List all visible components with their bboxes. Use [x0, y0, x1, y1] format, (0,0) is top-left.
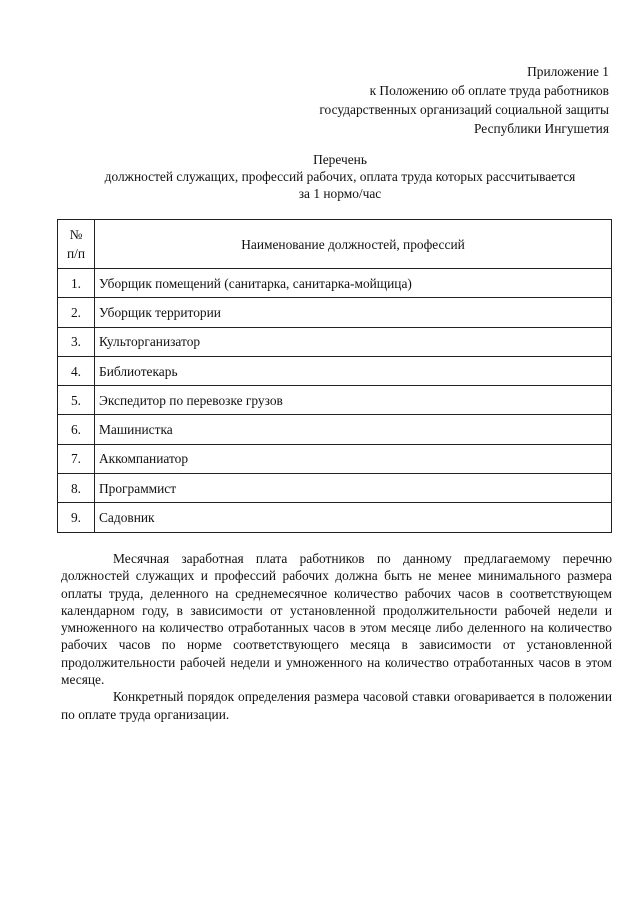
row-number: 4. — [58, 356, 95, 385]
title-line-1: Перечень — [313, 152, 367, 167]
paragraph-salary-calculation: Месячная заработная плата работников по данному предлагаемому перечню должностей служащих и профессий рабочих должна быть не менее минимального размера оплаты труда, деленного на среднемесячное количество рабочих часов в соответствующем календарном году, в зависимости от установленной продолжительности рабочей недели и умноженного на количество отработанных часов в этом месяце либо деленного на количество рабочих часов по норме соответствующего месяца в зависимости от установленной продолжительности рабочей недели и умноженного на количество отработанных часов в этом месяце. — [61, 551, 612, 688]
row-profession: Библиотекарь — [95, 356, 612, 385]
document-title — [40, 151, 640, 202]
appendix-line-4: Республики Ингушетия — [474, 121, 609, 136]
explanatory-text — [61, 550, 612, 723]
row-number: 7. — [58, 444, 95, 473]
title-line-3: за 1 нормо/час — [298, 186, 382, 201]
row-profession: Машинистка — [95, 415, 612, 444]
table-row — [58, 327, 612, 356]
table-row — [58, 474, 612, 503]
table-row — [58, 415, 612, 444]
table-row — [58, 503, 612, 532]
row-number: 1. — [58, 269, 95, 298]
appendix-line-3: государственных организаций социальной защиты — [319, 102, 609, 117]
row-profession: Экспедитор по перевозке грузов — [95, 386, 612, 415]
appendix-line-1: Приложение 1 — [527, 64, 609, 79]
table-row — [58, 298, 612, 327]
row-number: 5. — [58, 386, 95, 415]
row-number: 3. — [58, 327, 95, 356]
table-header-row — [58, 220, 612, 269]
appendix-line-2: к Положению об оплате труда работников — [369, 83, 609, 98]
title-line-2: должностей служащих, профессий рабочих, оплата труда которых рассчитывается — [104, 169, 576, 184]
table-row — [58, 444, 612, 473]
header-number-symbol: № — [69, 227, 83, 242]
paragraph-hourly-rate-procedure: Конкретный порядок определения размера часовой ставки оговаривается в положении по оплате труда организации. — [61, 689, 612, 722]
row-number: 8. — [58, 474, 95, 503]
appendix-header — [319, 62, 609, 138]
professions-table — [57, 219, 612, 533]
row-number: 9. — [58, 503, 95, 532]
header-name-cell: Наименование должностей, профессий — [95, 220, 612, 269]
row-profession: Садовник — [95, 503, 612, 532]
row-number: 2. — [58, 298, 95, 327]
table-row — [58, 356, 612, 385]
row-profession: Уборщик территории — [95, 298, 612, 327]
row-profession: Культорганизатор — [95, 327, 612, 356]
row-profession: Уборщик помещений (санитарка, санитарка-мойщица) — [95, 269, 612, 298]
row-number: 6. — [58, 415, 95, 444]
row-profession: Программист — [95, 474, 612, 503]
header-number-cell — [58, 220, 95, 269]
table-row — [58, 386, 612, 415]
table-row — [58, 269, 612, 298]
header-number-abbr: п/п — [66, 246, 86, 261]
row-profession: Аккомпаниатор — [95, 444, 612, 473]
